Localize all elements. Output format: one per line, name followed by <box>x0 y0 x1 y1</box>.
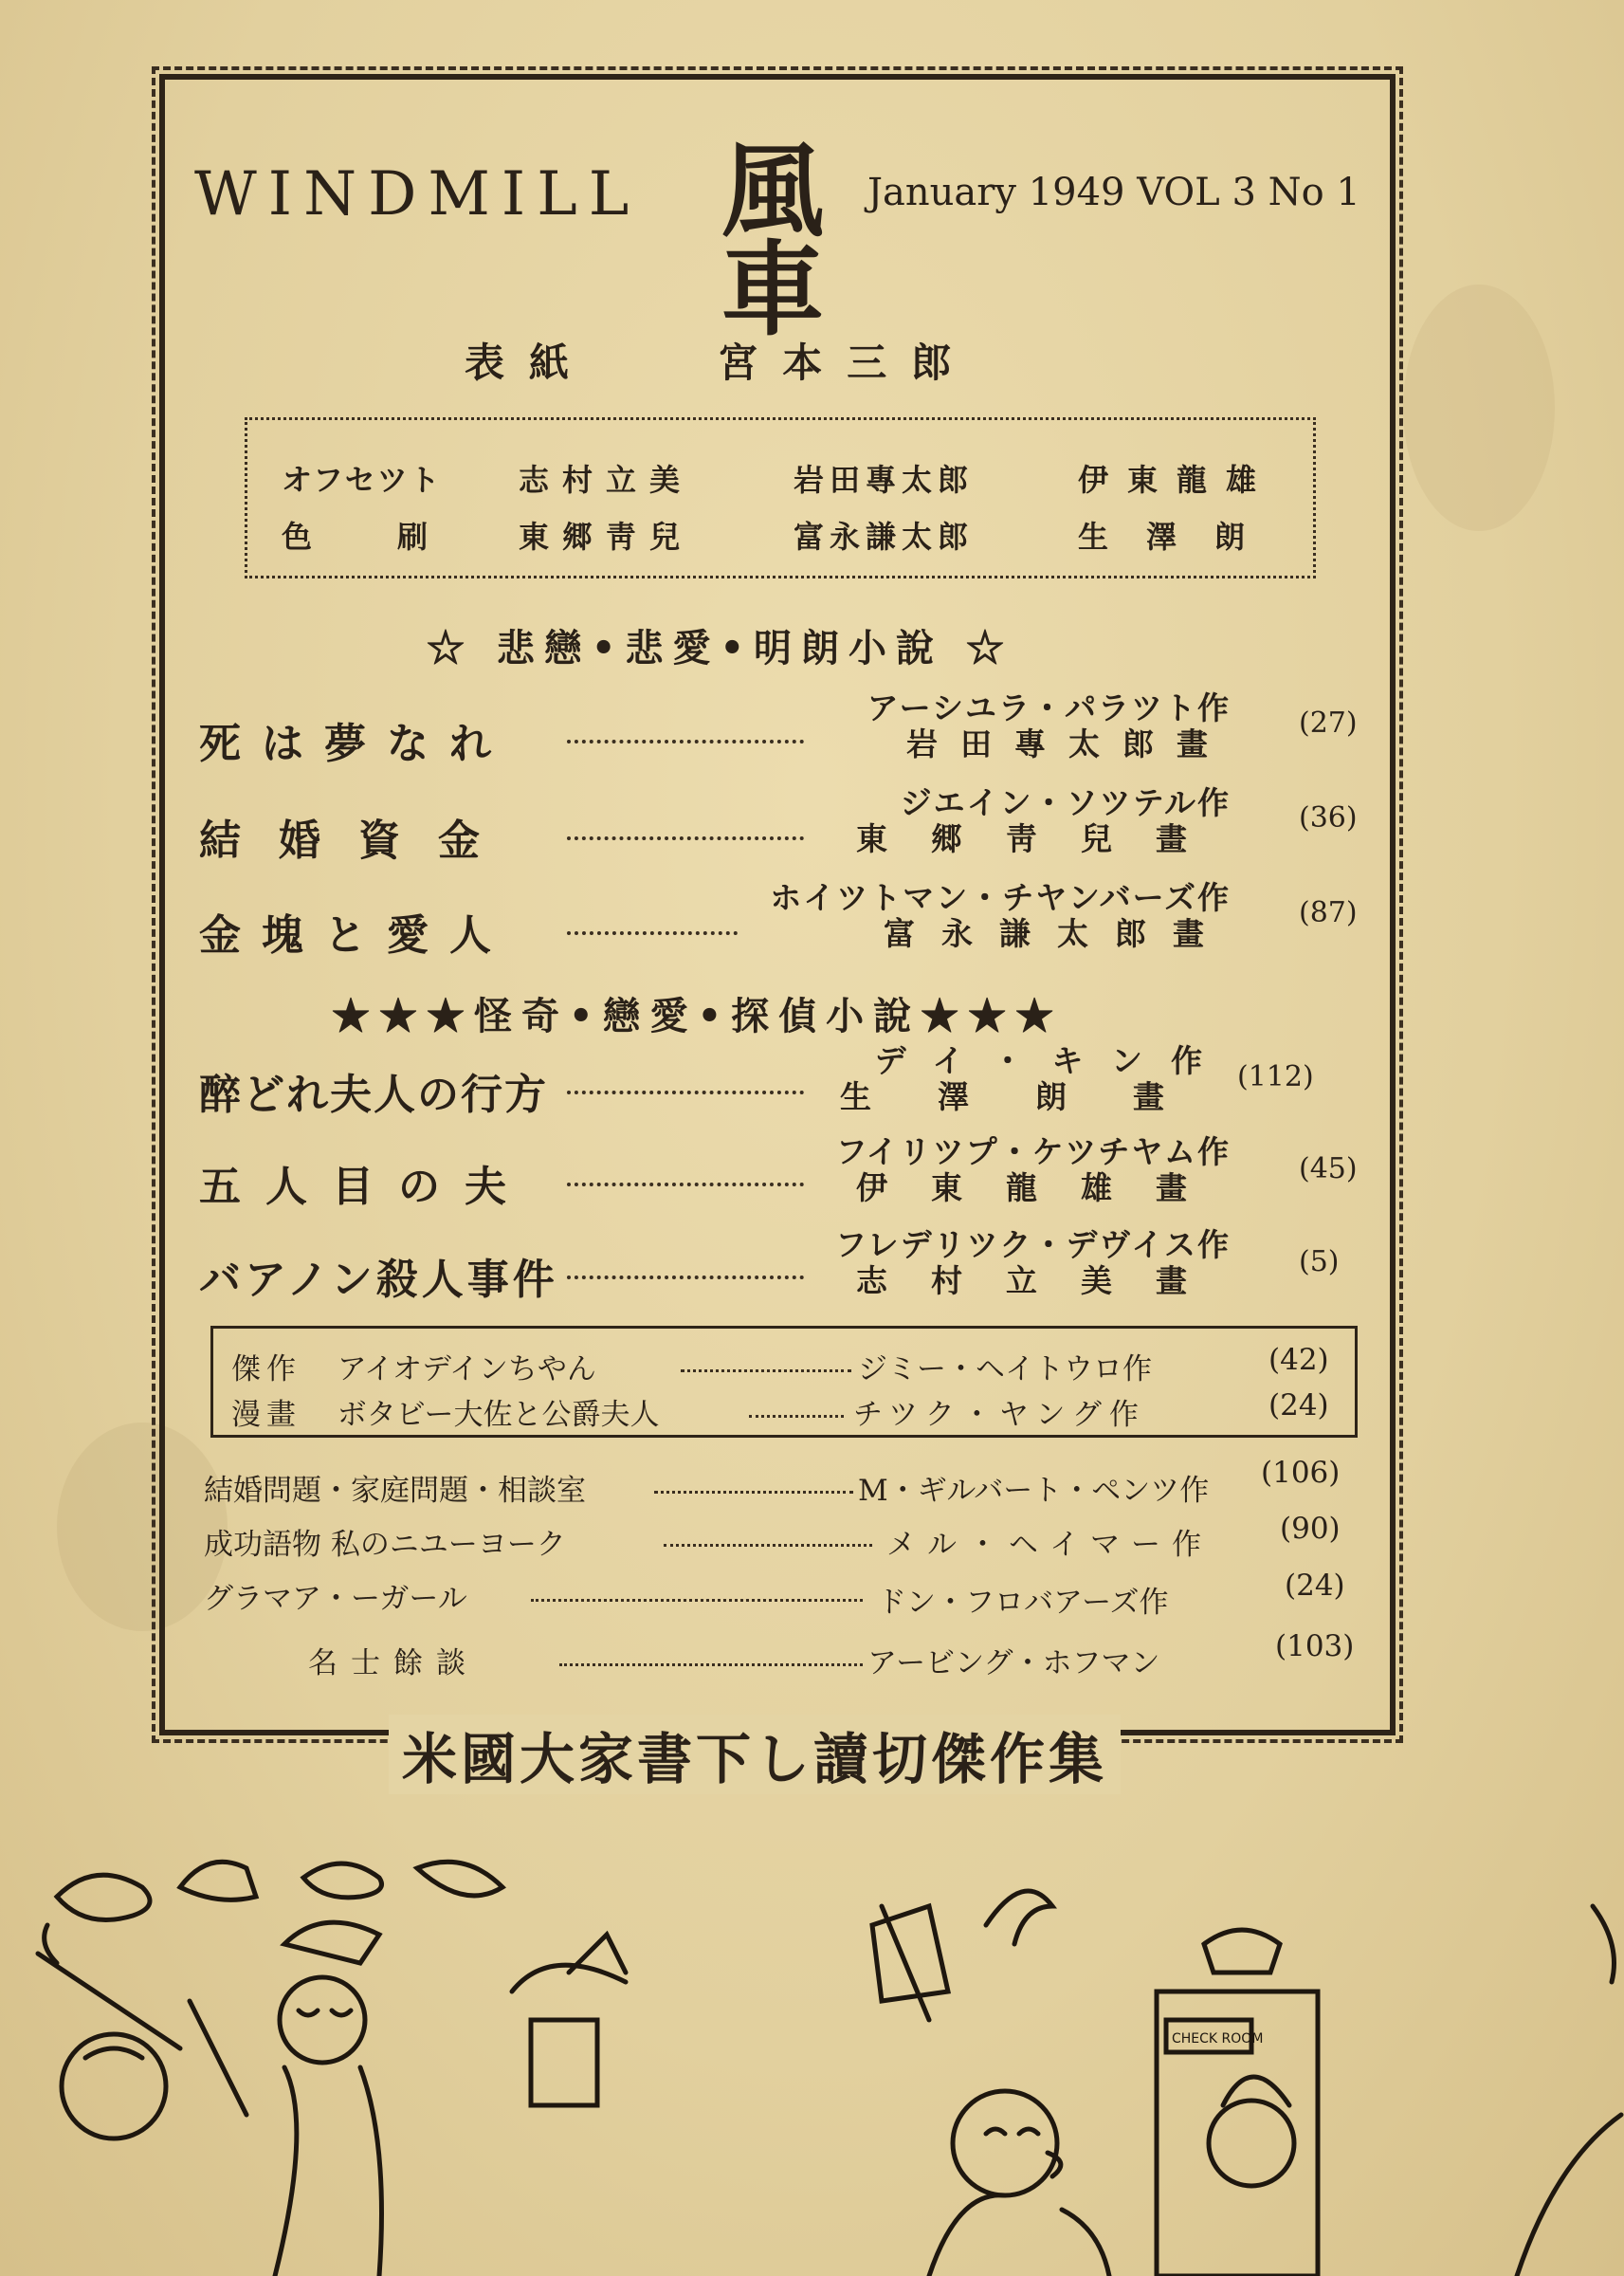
misc-author: ドン・フロバアーズ作 <box>877 1586 1169 1620</box>
boxed-item <box>231 1390 659 1433</box>
misc-title: 結婚問題・家庭問題・相談室 <box>204 1474 586 1508</box>
misc-page: (24) <box>1285 1569 1345 1603</box>
boxed-item <box>231 1345 596 1387</box>
toc-author: デイ・キン作 <box>874 1042 1231 1079</box>
misc-page: (90) <box>1280 1512 1341 1546</box>
leader-dots <box>559 1663 863 1666</box>
credit-row <box>282 456 1275 500</box>
credit-name: 東郷靑兒 <box>519 519 694 555</box>
misc-author: M・ギルバート・ペンツ作 <box>858 1474 1210 1508</box>
toc-page: (87) <box>1299 896 1358 929</box>
masthead-title-en: WINDMILL <box>194 159 641 229</box>
toc-author: ジエイン・ソツテル作 <box>900 784 1231 821</box>
toc-artist: 伊東龍雄畫 <box>856 1169 1231 1206</box>
toc-page: (27) <box>1299 707 1358 740</box>
toc-artist: 東郷靑兒畫 <box>856 820 1231 857</box>
credit-name: 志村立美 <box>519 462 694 498</box>
toc-author: ホイツトマン・チヤンバーズ作 <box>770 879 1231 916</box>
toc-page: (112) <box>1237 1060 1314 1093</box>
leader-dots <box>567 1276 804 1279</box>
credit-name: 生澤朗 <box>1078 519 1284 555</box>
boxed-page: (42) <box>1268 1343 1329 1377</box>
leader-dots <box>567 1183 804 1186</box>
toc-artist: 生澤朗畫 <box>840 1078 1231 1115</box>
boxed-title: ボタビー大佐と公爵夫人 <box>337 1398 660 1432</box>
cover-credit <box>465 332 976 389</box>
misc-author: メル・ヘイマー作 <box>886 1528 1213 1562</box>
cover-artist: 宮本三郎 <box>718 340 976 386</box>
paper-stain <box>1403 284 1555 531</box>
boxed-label: 傑作 <box>231 1352 301 1386</box>
issue-info: January 1949 VOL 3 No 1 <box>867 171 1360 214</box>
leader-dots <box>681 1369 851 1372</box>
leader-dots <box>567 836 804 840</box>
boxed-author: ジミー・ヘイトウロ作 <box>858 1352 1152 1386</box>
toc-page: (36) <box>1299 801 1358 835</box>
leader-dots <box>531 1599 863 1602</box>
toc-title: バアノン殺人事件 <box>199 1256 558 1304</box>
toc-title: 金塊と愛人 <box>199 911 512 960</box>
toc-title: 死は夢なれ <box>199 720 512 768</box>
boxed-author: チツク・ヤング作 <box>853 1398 1146 1432</box>
misc-title: 成功語物 私のニユーヨーク <box>204 1528 566 1562</box>
cartoon-illustration <box>0 1830 1624 2276</box>
boxed-label: 漫畫 <box>231 1398 301 1432</box>
leader-dots <box>567 740 804 743</box>
section-heading: ☆ 悲戀•悲愛•明朗小說 ☆ <box>427 626 1013 670</box>
misc-title: 名士餘談 <box>308 1646 479 1680</box>
credit-role: オフセツト <box>282 462 442 498</box>
misc-page: (103) <box>1275 1629 1355 1663</box>
toc-title: 五人目の夫 <box>199 1163 531 1211</box>
toc-title: 醉どれ夫人の行方 <box>199 1071 548 1119</box>
toc-artist: 志村立美畫 <box>856 1262 1231 1299</box>
credit-row <box>282 513 1283 557</box>
illustrator-credits-box <box>245 417 1316 578</box>
toc-page: (5) <box>1299 1245 1340 1278</box>
cover-label: 表紙 <box>465 340 594 386</box>
misc-page: (106) <box>1261 1456 1341 1490</box>
masthead-title-jp: 風車 <box>721 132 824 350</box>
toc-author: アーシユラ・パラツト作 <box>867 689 1231 726</box>
boxed-title: アイオデインちやん <box>337 1352 596 1386</box>
credit-role: 色刷 <box>282 519 514 555</box>
leader-dots <box>749 1415 844 1418</box>
misc-author: アービング・ホフマン <box>867 1646 1160 1680</box>
credit-name: 岩田專太郎 <box>794 462 975 498</box>
toc-artist: 富永謙太郎畫 <box>884 915 1231 952</box>
toc-author: フイリツプ・ケツチヤム作 <box>835 1133 1231 1170</box>
leader-dots <box>567 931 738 935</box>
credit-name: 伊東龍雄 <box>1078 462 1276 498</box>
section-heading: ★★★怪奇•戀愛•探偵小說★★★ <box>332 994 1064 1038</box>
svg-text:CHECK ROOM: CHECK ROOM <box>1172 2031 1264 2047</box>
bottom-banner: 米國大家書下し讀切傑作集 <box>389 1715 1121 1794</box>
toc-title: 結婚資金 <box>199 817 518 865</box>
leader-dots <box>654 1491 853 1494</box>
misc-title: グラマア・ーガール <box>204 1582 467 1616</box>
boxed-page: (24) <box>1268 1388 1329 1422</box>
leader-dots <box>664 1544 872 1547</box>
leader-dots <box>567 1091 804 1094</box>
credit-name: 富永謙太郎 <box>794 519 975 555</box>
toc-author: フレデリツク・デヴイス作 <box>834 1226 1231 1263</box>
toc-page: (45) <box>1299 1152 1358 1185</box>
toc-artist: 岩田專太郎畫 <box>906 725 1231 762</box>
